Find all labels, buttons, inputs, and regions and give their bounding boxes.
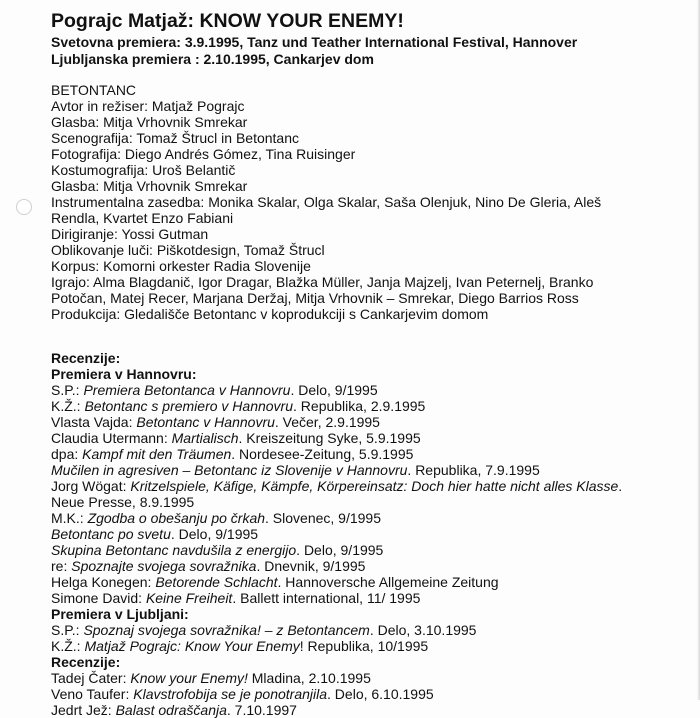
- review-source: ! Republika, 10/1995: [299, 638, 429, 654]
- review-entry: [51, 462, 691, 478]
- review-source: . Hannoversche Allgemeine Zeitung: [277, 574, 499, 590]
- review-article-title: Keine Freiheit: [145, 590, 233, 606]
- review-source: . Slovenec, 9/1995: [265, 510, 382, 526]
- credit-line: Instrumentalna zasedba: Monika Skalar, Olga Skalar, Saša Olenjuk, Nino De Gleria, Aleš: [51, 194, 602, 210]
- review-entry: [51, 494, 691, 510]
- review-entry: [51, 414, 691, 430]
- review-source: . Ballett international, 11/ 1995: [232, 590, 421, 606]
- review-article-title: Matjaž Pograjc: Know Your Enemy: [84, 638, 300, 654]
- review-source: . Delo, 9/1995: [290, 382, 378, 398]
- review-source: . Večer, 2.9.1995: [274, 414, 380, 430]
- review-entry: [51, 526, 691, 542]
- review-entry: [51, 670, 691, 686]
- credit-line: Fotografija: Diego Andrés Gómez, Tina Ruisinger: [51, 146, 356, 162]
- review-entry: [51, 622, 691, 638]
- credit-line: Glasba: Mitja Vrhovnik Smrekar: [51, 114, 248, 130]
- ljubljana-heading: Premiera v Ljubljani:: [51, 606, 189, 622]
- review-article-title: Spoznaj svojega sovražnika! – z Betontancem: [83, 622, 370, 638]
- review-article-title: Balast odraščanja: [115, 702, 227, 718]
- punch-hole: [16, 199, 32, 215]
- review-source: Claudia Utermann:: [51, 430, 172, 446]
- review-source: .: [618, 478, 623, 494]
- review-entry: [51, 478, 691, 494]
- review-article-title: Know your Enemy!: [130, 670, 248, 686]
- review-entry: [51, 590, 691, 606]
- review-source: S.P.:: [51, 382, 84, 398]
- review-source: . Republika, 7.9.1995: [407, 462, 540, 478]
- hannover-reviews: [51, 382, 691, 606]
- document-page: [51, 8, 691, 718]
- review-source: Helga Konegen:: [51, 574, 156, 590]
- review-source: dpa:: [51, 446, 83, 462]
- review-article-title: Martialisch: [171, 430, 239, 446]
- review-source: . Kreiszeitung Syke, 5.9.1995: [238, 430, 421, 446]
- review-entry: [51, 558, 691, 574]
- review-source: S.P.:: [51, 622, 84, 638]
- review-article-title: Betontanc po svetu: [51, 526, 171, 542]
- review-article-title: Kritzelspiele, Käfige, Kämpfe, Körpereinsatz: Doch hier hatte nicht alles Klasse: [130, 478, 619, 494]
- review-article-title: Betorende Schlacht: [155, 574, 278, 590]
- review-article-title: Betontanc s premiero v Hannovru: [84, 398, 294, 414]
- review-source: M.K.:: [51, 510, 88, 526]
- review-article-title: Zgodba o obešanju po črkah: [87, 510, 266, 526]
- credit-line: Glasba: Mitja Vrhovnik Smrekar: [51, 178, 248, 194]
- review-source: . Nordesee-Zeitung, 5.9.1995: [231, 446, 414, 462]
- review-source: K.Ž.:: [51, 398, 85, 414]
- more-reviews: [51, 670, 691, 718]
- review-article-title: Mučilen in agresiven – Betontanc iz Slovenije v Hannovru: [51, 462, 408, 478]
- credit-line: Avtor in režiser: Matjaž Pograjc: [51, 98, 245, 114]
- review-article-title: Spoznajte svojega sovražnika: [71, 558, 257, 574]
- document-title: Pograjc Matjaž: KNOW YOUR ENEMY!: [51, 10, 404, 32]
- credit-line: Igrajo: Alma Blagdanič, Igor Dragar, Blažka Müller, Janja Majzelj, Ivan Peternelj, Branko: [51, 274, 594, 290]
- credit-line: Dirigiranje: Yossi Gutman: [51, 226, 209, 242]
- company-name: BETONTANC: [51, 82, 137, 98]
- review-source: . Delo, 9/1995: [296, 542, 384, 558]
- review-entry: [51, 446, 691, 462]
- review-source: Simone David:: [51, 590, 146, 606]
- review-source: . Delo, 6.10.1995: [327, 686, 434, 702]
- review-article-title: Klavstrofobija se je ponotranjila: [133, 686, 328, 702]
- review-article-title: Skupina Betontanc navdušila z energijo: [51, 542, 297, 558]
- hannover-heading: Premiera v Hannovru:: [51, 366, 197, 382]
- review-source: Neue Presse, 8.9.1995: [51, 494, 195, 510]
- credit-line: Scenografija: Tomaž Štrucl in Betontanc: [51, 130, 299, 146]
- review-source: . Delo, 9/1995: [170, 526, 259, 542]
- review-source: . Dnevnik, 9/1995: [256, 558, 366, 574]
- review-entry: [51, 638, 691, 654]
- review-source: . Delo, 3.10.1995: [369, 622, 477, 638]
- review-source: Tadej Čater:: [51, 670, 131, 686]
- review-entry: [51, 510, 691, 526]
- review-entry: [51, 574, 691, 590]
- review-source: . Republika, 2.9.1995: [293, 398, 426, 414]
- review-source: . 7.10.1997: [226, 702, 297, 718]
- review-article-title: Betontanc v Hannovru: [136, 414, 275, 430]
- review-entry: [51, 430, 691, 446]
- review-source: Veno Taufer:: [51, 686, 134, 702]
- credit-line: Korpus: Komorni orkester Radia Slovenije: [51, 258, 311, 274]
- credit-line: Rendla, Kvartet Enzo Fabiani: [51, 210, 234, 226]
- review-entry: [51, 382, 691, 398]
- review-source: Jorg Wögat:: [51, 478, 131, 494]
- review-article-title: Premiera Betontanca v Hannovru: [83, 382, 291, 398]
- world-premiere: Svetovna premiera: 3.9.1995, Tanz und Teather International Festival, Hannover: [51, 34, 578, 50]
- credit-line: Produkcija: Gledališče Betontanc v koprodukciji s Cankarjevim domom: [51, 306, 489, 322]
- reviews-heading: Recenzije:: [51, 350, 121, 366]
- ljubljana-reviews: [51, 622, 691, 654]
- credits-list: [51, 98, 691, 322]
- credit-line: Potočan, Matej Recer, Marjana Deržaj, Mitja Vrhovnik – Smrekar, Diego Barrios Ross: [51, 290, 579, 306]
- review-entry: [51, 398, 691, 414]
- reviews-heading-2: Recenzije:: [51, 654, 121, 670]
- review-entry: [51, 702, 691, 718]
- credit-line: Oblikovanje luči: Piškotdesign, Tomaž Štrucl: [51, 242, 325, 258]
- review-entry: [51, 542, 691, 558]
- review-source: re:: [51, 558, 72, 574]
- review-source: Jedrt Jež:: [51, 702, 116, 718]
- credit-line: Kostumografija: Uroš Belantič: [51, 162, 236, 178]
- review-source: Mladina, 2.10.1995: [247, 670, 371, 686]
- review-source: Vlasta Vajda:: [51, 414, 137, 430]
- review-article-title: Kampf mit den Träumen: [82, 446, 232, 462]
- review-source: K.Ž.:: [51, 638, 85, 654]
- ljubljana-premiere: Ljubljanska premiera : 2.10.1995, Cankarjev dom: [51, 51, 374, 67]
